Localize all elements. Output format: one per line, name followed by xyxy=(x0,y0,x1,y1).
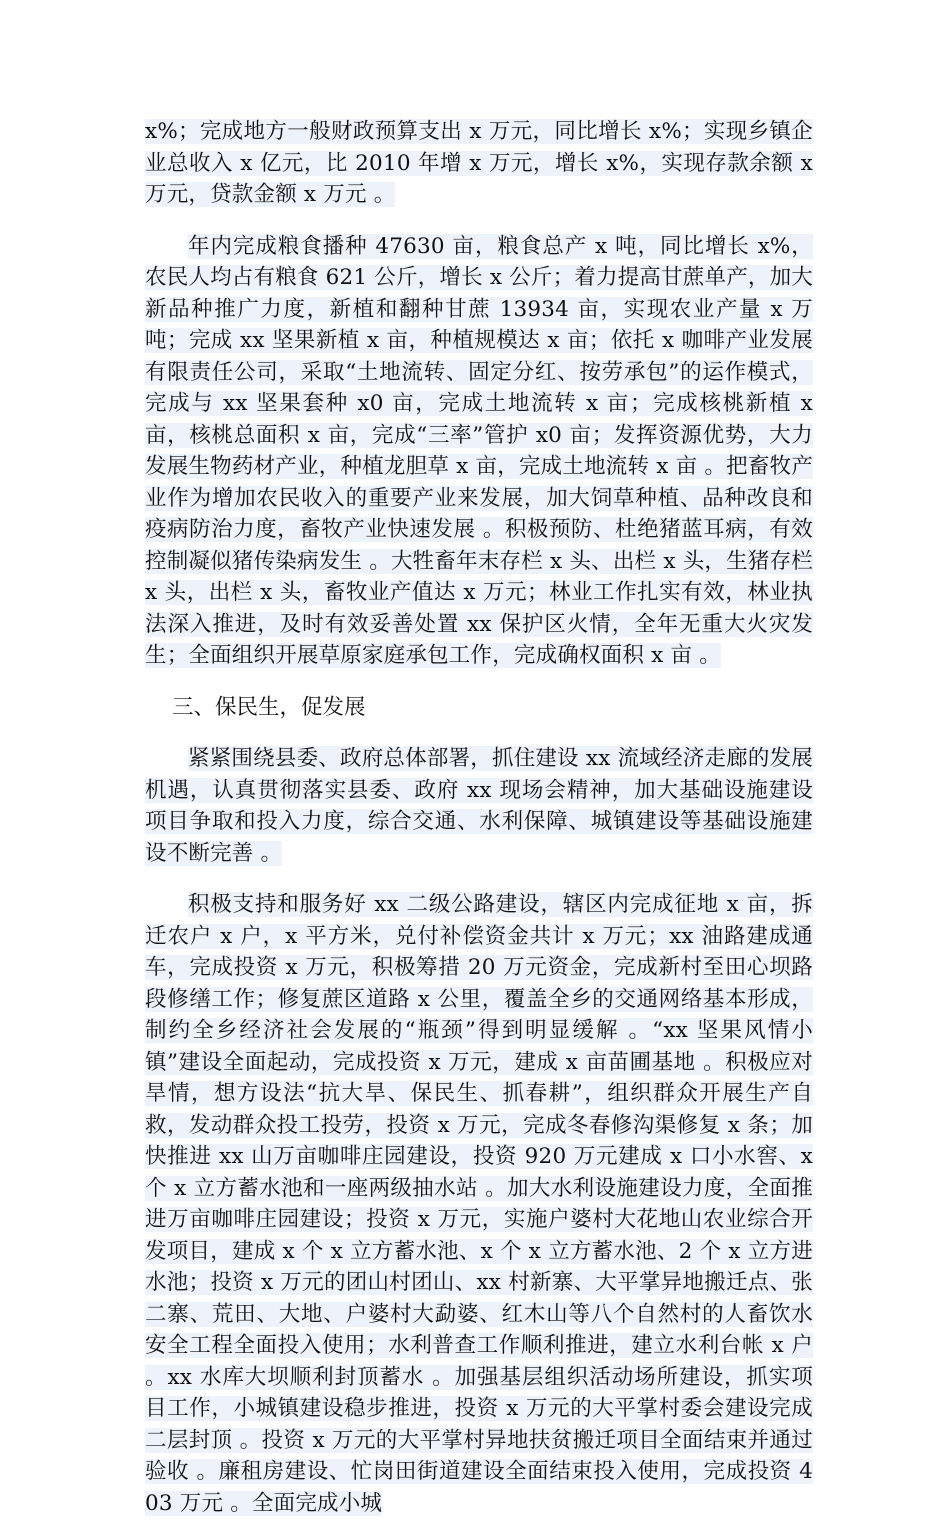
paragraph-2 xyxy=(145,231,813,672)
paragraph-4 xyxy=(145,743,813,869)
paragraph-5-text: 积极支持和服务好 xx 二级公路建设，辖区内完成征地 x 亩，拆迁农户 x 户，x 平方米，兑付补偿资金共计 x 万元；xx 油路建成通车，完成投资 x 万元，积极筹措 20 万元资金，完成新村至田心坝路段修缮工作；修复蔗区道路 x 公里，覆盖全乡的交通网络基本形成，制约全乡经济社会发展的“瓶颈”得到明显缓解 。“xx 坚果风情小镇”建设全面起动，完成投资 x 万元，建成 x 亩苗圃基地 。积极应对旱情，想方设法“抗大旱、保民生、抓春耕”，组织群众开展生产自救，发动群众投工投劳，投资 x 万元，完成冬春修沟渠修复 x 条；加快推进 xx 山万亩咖啡庄园建设，投资 920 万元建成 x 口小水窖、x 个 x 立方蓄水池和一座两级抽水站 。加大水利设施建设力度，全面推进万亩咖啡庄园建设；投资 x 万元，实施户婆村大花地山农业综合开发项目，建成 x 个 x 立方蓄水池、x 个 x 立方蓄水池、2 个 x 立方进水池；投资 x 万元的团山村团山、xx 村新寨、大平掌异地搬迁点、张二寨、荒田、大地、户婆村大勐婆、红木山等八个自然村的人畜饮水安全工程全面投入使用；水利普查工作顺利推进，建立水利台帐 x 户 。xx 水库大坝顺利封顶蓄水 。加强基层组织活动场所建设，抓实项目工作，小城镇建设稳步推进，投资 x 万元的大平掌村委会建设完成二层封顶 。投资 x 万元的大平掌村异地扶贫搬迁项目全面结束并通过验收 。廉租房建设、忙岗田街道建设全面结束投入使用，完成投资 403 万元 。全面完成小城 xyxy=(145,892,813,1516)
paragraph-2-text: 年内完成粮食播种 47630 亩，粮食总产 x 吨，同比增长 x%，农民人均占有粮食 621 公斤，增长 x 公斤；着力提高甘蔗单产，加大新品种推广力度，新植和翻种甘蔗 13934 亩，实现农业产量 x 万吨；完成 xx 坚果新植 x 亩，种植规模达 x 亩；依托 x 咖啡产业发展有限责任公司，采取“土地流转、固定分红、按劳承包”的运作模式，完成与 xx 坚果套种 x0 亩，完成土地流转 x 亩；完成核桃新植 x 亩，核桃总面积 x 亩，完成“三率”管护 x0 亩；发挥资源优势，大力发展生物药材产业，种植龙胆草 x 亩，完成土地流转 x 亩 。把畜牧产业作为增加农民收入的重要产业来发展，加大饲草种植、品种改良和疫病防治力度，畜牧产业快速发展 。积极预防、杜绝猪蓝耳病，有效控制凝似猪传染病发生 。大牲畜年末存栏 x 头、出栏 x 头，生猪存栏 x 头，出栏 x 头，畜牧业产值达 x 万元；林业工作扎实有效，林业执法深入推进，及时有效妥善处置 xx 保护区火情，全年无重大火灾发生；全面组织开展草原家庭承包工作，完成确权面积 x 亩 。 xyxy=(145,233,814,668)
paragraph-5 xyxy=(145,889,813,1519)
section-heading-3-text: 三、保民生，促发展 xyxy=(172,694,366,720)
paragraph-1-text: x%；完成地方一般财政预算支出 x 万元，同比增长 x%；实现乡镇企业总收入 x 亿元，比 2010 年增 x 万元，增长 x%，实现存款余额 x 万元，贷款金额 x 万元 。 xyxy=(145,119,813,207)
paragraph-1 xyxy=(145,116,813,211)
paragraph-4-text: 紧紧围绕县委、政府总体部署，抓住建设 xx 流域经济走廊的发展机遇，认真贯彻落实县委、政府 xx 现场会精神，加大基础设施建设项目争取和投入力度，综合交通、水利保障、城镇建设等基础设施建设不断完善 。 xyxy=(145,746,813,866)
document-body xyxy=(145,116,813,1539)
section-heading-3 xyxy=(145,692,813,724)
